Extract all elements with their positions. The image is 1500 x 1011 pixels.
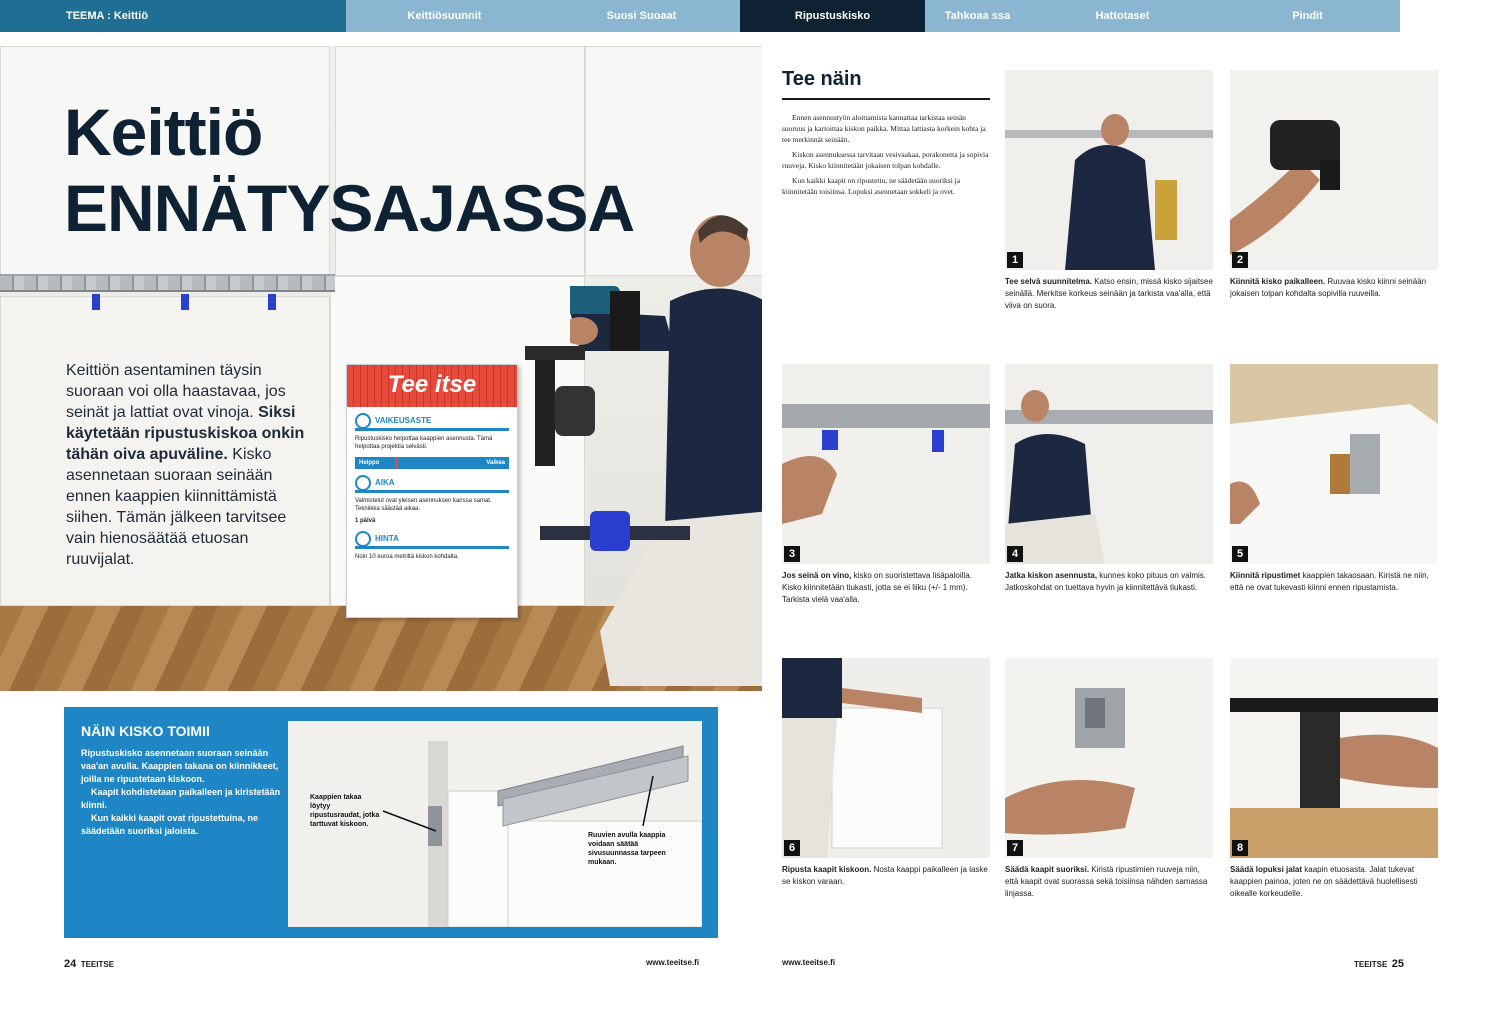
step-number: 2: [1232, 252, 1248, 268]
footer-url-left: www.teeitse.fi: [646, 958, 700, 967]
clamp-tool: [525, 326, 645, 486]
nav-item-active: [740, 0, 925, 32]
nav-tema-label: TEEMA : Keittiö: [66, 10, 149, 22]
step-5: [1230, 364, 1438, 594]
nav-item-label: Ripustuskisko: [794, 10, 871, 22]
rail-callout-right: Ruuvien avulla kaappia voidaan säätää sivusuunnassa tarpeen mukaan.: [588, 832, 666, 866]
step-8: [1230, 658, 1438, 900]
rail-closeup-photo: [288, 721, 702, 927]
nav-item-label: Keittiösuunnit: [407, 10, 482, 22]
magazine-name-left: TEEITSE: [80, 960, 115, 969]
scale-marker: [395, 457, 398, 469]
step-lead: Säädä kaapit suoriksi.: [1005, 865, 1090, 874]
step-4-illustration: [1005, 364, 1213, 564]
step-1-illustration: [1005, 70, 1213, 270]
scale-min-label: Helppo: [359, 460, 380, 466]
time-label: AIKA: [375, 478, 395, 487]
nav-item: [1215, 0, 1400, 32]
rail-callout-left: Kaappien takaa löytyy ripustusraudat, jotka tarttuvat kiskoon.: [310, 794, 380, 828]
rail-text-2: Kaapit kohdistetaan paikalleen ja kiristetään kiinni.: [81, 787, 281, 810]
nav-tema: [0, 0, 346, 32]
step-text: Nosta kaappi paikalleen ja laske se kiskon varaan.: [782, 865, 988, 886]
footer-right: [1354, 958, 1404, 970]
step-caption: [1005, 864, 1213, 900]
page-number-left: 24: [64, 958, 77, 970]
step-8-illustration: [1230, 658, 1438, 858]
step-caption: [1005, 276, 1213, 312]
rail-explainer-box: [64, 707, 718, 938]
step-text: Ruuvaa kisko kiinni seinään jokaisen tolpan kohdalta sopivilla ruuveilla.: [1230, 277, 1427, 298]
step-text: Katso ensin, missä kisko sijaitsee seinällä. Merkitse korkeus seinään ja tarkista vaa'alla, että viiva on suora.: [1005, 277, 1213, 310]
step-number: 1: [1007, 252, 1023, 268]
footer-left: [64, 958, 114, 970]
step-text: Kiristä ripustimien ruuveja niin, että kaapit ovat suorassa sekä toisiinsa nähden samassa linjassa.: [1005, 865, 1208, 898]
step-photo: [1005, 658, 1213, 858]
step-lead: Kiinnitä kisko paikalleen.: [1230, 277, 1326, 286]
intro-pre: Keittiön asentaminen täysin suoraan voi olla haastavaa, jos seinät ja lattiat ovat vinoja.: [66, 362, 286, 421]
step-number: 8: [1232, 840, 1248, 856]
nav-item-label: Suosi Suoaat: [606, 10, 677, 22]
step-7: [1005, 658, 1213, 900]
rail-explainer-text: [81, 747, 281, 838]
time-text: Valmistelut ovat yleisen asennuksen kanssa samat. Tekniikka säästää aikaa.: [355, 498, 492, 512]
difficulty-icon: [355, 413, 371, 429]
step-text: kaapin etuosasta. Jalat tukevat kaappien painoa, joten ne on säädettävä huolellisesti oikealle korkeudelle.: [1230, 865, 1418, 898]
intro-text: [66, 360, 316, 570]
rail-clip: [92, 294, 100, 310]
step-5-illustration: [1230, 364, 1438, 564]
steps-intro-paragraph: Kiskon asennuksessa tarvitaan vesivaakaa, porakonetta ja sopivia ruuveja. Kisko kiinnitetään jokaisen tolpan kohdalle.: [782, 150, 989, 170]
price-label: HINTA: [375, 534, 399, 543]
step-photo: [782, 658, 990, 858]
step-photo: [1005, 70, 1213, 270]
step-text: kaappien takaosaan. Kiristä ne niin, että ne ovat tukevasti kiinni ennen ripustamista.: [1230, 571, 1429, 592]
step-number: 5: [1232, 546, 1248, 562]
intro-post: Kisko asennetaan suoraan seinään ennen kaappien kiinnittämistä siihen. Tämän jälkeen tarvitsee vain hienosäätää etuosan ruuvijalat.: [66, 446, 287, 568]
price-text: Noin 10 euroa metriltä kiskon kohdalta.: [355, 554, 459, 560]
steps-heading: Tee näin: [782, 66, 990, 100]
price-row: [355, 531, 509, 549]
rail-clip: [181, 294, 189, 310]
magazine-name-right: TEEITSE: [1354, 960, 1388, 969]
mounting-rail: [0, 274, 335, 292]
step-photo: [1005, 364, 1213, 564]
time-value: 1 päivä: [355, 518, 376, 524]
step-6: [782, 658, 990, 888]
step-caption: [1230, 864, 1438, 900]
steps-intro-paragraph: Kun kaikki kaapit on ripustettu, ne säädetään suoriksi ja kiinnitetään toisiinsa. Lopuksi asennetaan sokkeli ja ovet.: [782, 176, 961, 196]
scale-max-label: Vaikea: [486, 460, 505, 466]
step-4: [1005, 364, 1213, 594]
step-3-illustration: [782, 364, 990, 564]
step-caption: [782, 864, 990, 888]
price-icon: [355, 531, 371, 547]
difficulty-row: [355, 413, 509, 431]
clock-icon: [355, 475, 371, 491]
step-caption: [1005, 570, 1213, 594]
article-title-line1: Keittiö: [64, 95, 263, 169]
step-caption: [782, 570, 990, 606]
tee-itse-title: Tee itse: [387, 371, 477, 398]
step-photo: [1230, 658, 1438, 858]
step-lead: Jatka kiskon asennusta,: [1005, 571, 1098, 580]
intro-bold: Siksi käytetään ripustuskiskoa onkin tähän oiva apuväline.: [66, 404, 305, 463]
step-1: [1005, 70, 1213, 312]
rail-text-1: Ripustuskisko asennetaan suoraan seinään vaa'an avulla. Kaappien takana on kiinnikkeet, joilla ne ripustetaan kiskoon.: [81, 748, 279, 784]
nav-item: [346, 0, 543, 32]
section-nav: [0, 0, 1500, 32]
rail-explainer-title: NÄIN KISKO TOIMII: [81, 723, 210, 739]
nav-item-label: Hattotaset: [1095, 10, 1150, 22]
step-photo: [782, 364, 990, 564]
clamp-tool-lower: [540, 506, 690, 566]
tee-itse-ribbon: [347, 365, 517, 407]
nav-item-label: Pindit: [1292, 10, 1323, 22]
step-caption: [1230, 276, 1438, 300]
step-number: 6: [784, 840, 800, 856]
step-2-illustration: [1230, 70, 1438, 270]
time-row: [355, 475, 509, 493]
step-text: kunnes koko pituus on valmis. Jatkoskohdat on tuettava hyvin ja kiinnitettävä tiukasti.: [1005, 571, 1206, 592]
step-photo: [1230, 364, 1438, 564]
nav-item: [543, 0, 740, 32]
step-7-illustration: [1005, 658, 1213, 858]
step-lead: Kiinnitä ripustimet: [1230, 571, 1301, 580]
nav-item: [925, 0, 1030, 32]
difficulty-label: VAIKEUSASTE: [375, 416, 432, 425]
step-text: kisko on suoristettava lisäpaloilla. Kisko kiinnitetään tiukasti, jotta se ei liiku (+/- 1 mm). Tarkista vielä vaa'alla.: [782, 571, 972, 604]
article-title-line2: ENNÄTYSAJASSA: [64, 171, 635, 245]
step-2: [1230, 70, 1438, 300]
step-number: 3: [784, 546, 800, 562]
steps-intro-paragraph: Ennen asennustyön aloittamista kannattaa tarkistaa seinän suoruus ja kartoittaa kiskon paikka. Mittaa lattiasta korkein kohta ja tee merkinnät seinään.: [782, 113, 986, 144]
rail-text-3: Kun kaikki kaapit ovat ripustettuina, ne säädetään suoriksi jaloista.: [81, 813, 259, 836]
difficulty-text: Ripustuskisko helpottaa kaappien asennusta. Tämä helpottaa projektia selvästi.: [355, 436, 493, 450]
page-number-right: 25: [1391, 958, 1405, 970]
nav-item: [1030, 0, 1215, 32]
step-caption: [1230, 570, 1438, 594]
step-6-illustration: [782, 658, 990, 858]
footer-url-right: www.teeitse.fi: [782, 958, 836, 967]
step-3: [782, 364, 990, 606]
step-lead: Tee selvä suunnitelma.: [1005, 277, 1092, 286]
step-number: 7: [1007, 840, 1023, 856]
difficulty-scale: [355, 457, 509, 469]
step-lead: Ripusta kaapit kiskoon.: [782, 865, 872, 874]
step-photo: [1230, 70, 1438, 270]
step-lead: Jos seinä on vino,: [782, 571, 852, 580]
steps-intro: [782, 112, 990, 201]
tee-itse-box: [346, 364, 518, 618]
step-lead: Säädä lopuksi jalat: [1230, 865, 1303, 874]
nav-item-label: Tahkoaa ssa: [944, 10, 1011, 22]
rail-clip: [268, 294, 276, 310]
step-number: 4: [1007, 546, 1023, 562]
